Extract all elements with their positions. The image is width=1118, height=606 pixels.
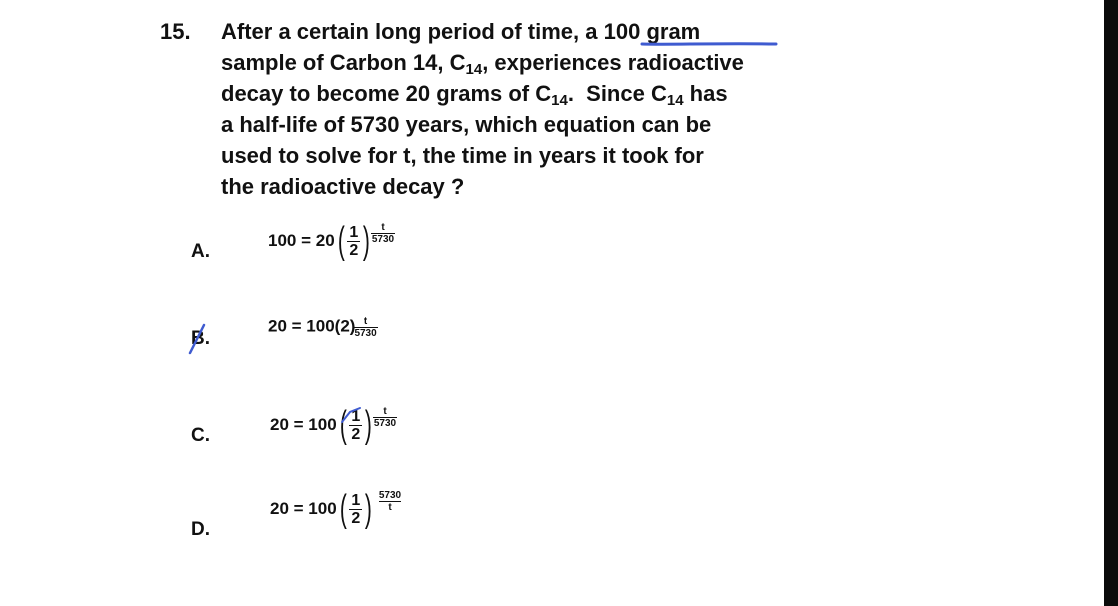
- question-number: 15.: [160, 19, 191, 44]
- question-line-6: the radioactive decay ?: [221, 174, 465, 199]
- option-c-letter[interactable]: C.: [191, 425, 210, 446]
- question-line-4: a half-life of 5730 years, which equation can be: [221, 112, 712, 137]
- right-edge-bar: [1104, 0, 1118, 606]
- option-c-exponent: $\frac{t}{5730}$: [373, 406, 397, 429]
- question-line-5: used to solve for t, the time in years it took for: [221, 143, 704, 168]
- option-a-fraction: $\frac{1}{2}$: [349, 223, 359, 259]
- question-line-1: After a certain long period of time, a 100 gram: [221, 19, 701, 44]
- option-a-exponent: $\frac{t}{5730}$: [371, 222, 395, 245]
- option-d-equation[interactable]: 20 = 100( $\frac{1}{2}$ ) $\frac{5730}{t}$: [270, 488, 402, 530]
- option-a-letter[interactable]: A.: [191, 241, 210, 262]
- option-c-fraction: $\frac{1}{2}$: [351, 407, 361, 443]
- option-a-equation[interactable]: 100 = 20( $\frac{1}{2}$ ) $\frac{t}{5730}$: [268, 220, 395, 262]
- question-line-2: sample of Carbon 14, $C_{14}$, experiences radioactive: [221, 50, 744, 78]
- option-b-equation[interactable]: 20 = 100(2) $\frac{t}{5730}$: [268, 316, 377, 339]
- option-c-equation[interactable]: 20 = 100( $\frac{1}{2}$ ) $\frac{t}{5730}$: [270, 404, 397, 446]
- underlined-phrase: 100 gram: [597, 19, 701, 44]
- option-b-letter[interactable]: B.: [191, 328, 210, 349]
- question-text: [221, 16, 861, 202]
- option-d-exponent: $\frac{5730}{t}$: [378, 490, 402, 513]
- option-d-letter[interactable]: D.: [191, 519, 210, 540]
- option-b-exponent: $\frac{t}{5730}$: [354, 316, 377, 339]
- question-line-3: decay to become 20 grams of $C_{14}$. Since $C_{14}$ has: [221, 81, 728, 109]
- option-d-fraction: $\frac{1}{2}$: [351, 491, 361, 527]
